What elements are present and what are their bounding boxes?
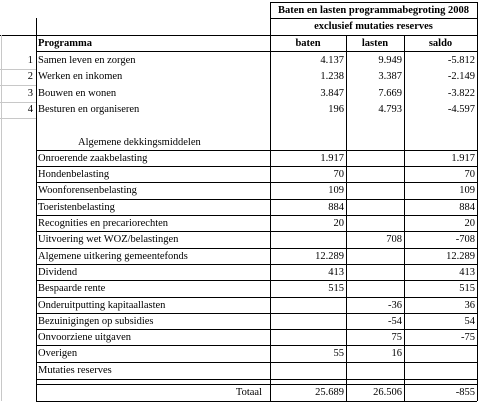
table-subtitle: exclusief mutaties reserves [314, 21, 433, 32]
header-saldo: saldo [428, 38, 453, 49]
grid-line [36, 280, 477, 281]
total-label: Totaal [235, 387, 262, 398]
item-baten [270, 363, 346, 378]
grid-line [36, 362, 477, 363]
program-baten: 196 [328, 103, 344, 115]
total-saldo: -855 [455, 387, 475, 398]
grid-line [36, 51, 477, 52]
grid-line [270, 2, 477, 3]
grid-line [0, 35, 477, 36]
item-label: Uitvoering wet WOZ/belastingen [38, 234, 179, 246]
item-baten: 413 [328, 266, 344, 278]
grid-line [0, 118, 36, 119]
grid-line [36, 297, 477, 298]
grid-line [36, 379, 477, 380]
item-label: Bezuinigingen op subsidies [38, 315, 154, 327]
item-lasten [346, 265, 404, 280]
item-baten [270, 314, 346, 329]
item-saldo: -708 [455, 234, 475, 246]
total-baten: 25.689 [315, 387, 344, 398]
item-label: Onderuitputting kapitaallasten [38, 299, 166, 311]
item-lasten: -54 [388, 315, 402, 327]
item-label: Bespaarde rente [38, 283, 106, 295]
item-baten [270, 298, 346, 313]
item-baten: 20 [333, 218, 344, 229]
item-lasten: -36 [388, 299, 402, 311]
item-saldo: 12.289 [446, 250, 475, 262]
grid-line [1, 35, 2, 401]
grid-line [36, 199, 477, 200]
item-baten: 55 [333, 348, 344, 360]
program-index: 2 [27, 71, 33, 83]
item-baten: 515 [328, 283, 344, 295]
total-lasten: 26.506 [373, 387, 402, 398]
grid-line [0, 69, 36, 70]
item-saldo: 515 [459, 283, 475, 295]
item-label: Toeristenbelasting [38, 201, 115, 213]
grid-line [36, 313, 477, 314]
item-label: Mutaties reserves [38, 364, 112, 376]
grid-line [270, 18, 477, 19]
grid-line [36, 18, 37, 401]
item-label: Recognities en precariorechten [38, 218, 169, 229]
item-saldo: 54 [464, 315, 475, 327]
grid-line [36, 150, 477, 151]
item-lasten: 16 [391, 348, 402, 360]
item-lasten [346, 216, 404, 231]
item-baten: 109 [328, 185, 344, 197]
program-label: Bouwen en wonen [38, 87, 117, 99]
program-index: 3 [27, 87, 33, 99]
grid-line [36, 248, 477, 249]
item-lasten [346, 200, 404, 215]
item-lasten [346, 281, 404, 296]
grid-line [0, 85, 36, 86]
item-baten [270, 232, 346, 247]
item-saldo: 413 [459, 266, 475, 278]
grid-line [270, 2, 271, 401]
grid-line [36, 182, 477, 183]
program-saldo: -2.149 [447, 71, 475, 83]
item-label: Algemene uitkering gemeentefonds [38, 250, 188, 262]
item-saldo: 70 [464, 169, 475, 181]
item-label: Onroerende zaakbelasting [38, 152, 148, 164]
grid-line [36, 231, 477, 232]
item-saldo [404, 346, 477, 361]
program-baten: 4.137 [320, 55, 344, 66]
grid-line [36, 384, 477, 385]
item-lasten [346, 183, 404, 198]
item-lasten: 708 [386, 234, 402, 246]
program-lasten: 4.793 [378, 103, 402, 115]
program-label: Besturen en organiseren [38, 103, 140, 115]
program-index: 4 [27, 103, 33, 115]
item-saldo: -75 [461, 332, 475, 344]
program-lasten: 3.387 [378, 71, 402, 83]
grid-line [36, 166, 477, 167]
item-label: Onvoorziene uitgaven [38, 332, 132, 344]
item-lasten [346, 249, 404, 264]
header-lasten: lasten [361, 38, 389, 49]
grid-line [36, 345, 477, 346]
grid-line [0, 102, 36, 103]
program-index: 1 [27, 55, 33, 66]
grid-line [36, 215, 477, 216]
program-lasten: 7.669 [378, 87, 402, 99]
program-saldo: -3.822 [447, 87, 475, 99]
item-label: Dividend [38, 266, 78, 278]
item-saldo: 36 [464, 299, 475, 311]
program-baten: 3.847 [320, 87, 344, 99]
grid-line [36, 401, 477, 402]
header-baten: baten [295, 38, 321, 49]
table-title: Baten en lasten programmabegroting 2008 [278, 5, 469, 16]
item-lasten [346, 363, 404, 378]
section-title: Algemene dekkingsmiddelen [78, 136, 201, 148]
item-label: Hondenbelasting [38, 169, 110, 181]
item-baten: 12.289 [315, 250, 344, 262]
program-saldo: -4.597 [447, 103, 475, 115]
item-saldo: 20 [464, 218, 475, 229]
item-baten: 1.917 [320, 152, 344, 164]
program-lasten: 9.949 [378, 55, 402, 66]
grid-line [36, 329, 477, 330]
item-saldo: 1.917 [451, 152, 475, 164]
item-lasten: 75 [391, 332, 402, 344]
item-baten: 70 [333, 169, 344, 181]
program-label: Samen leven en zorgen [38, 55, 136, 66]
program-label: Werken en inkomen [38, 71, 123, 83]
item-label: Woonforensenbelasting [38, 185, 137, 197]
item-baten: 884 [328, 201, 344, 213]
item-baten [270, 330, 346, 345]
item-saldo [404, 363, 477, 378]
item-lasten [346, 151, 404, 166]
item-saldo: 109 [459, 185, 475, 197]
item-label: Overigen [38, 348, 78, 360]
item-lasten [346, 167, 404, 182]
program-saldo: -5.812 [447, 55, 475, 66]
header-programma: Programma [38, 38, 93, 49]
grid-line [36, 264, 477, 265]
program-baten: 1.238 [320, 71, 344, 83]
item-saldo: 884 [459, 201, 475, 213]
